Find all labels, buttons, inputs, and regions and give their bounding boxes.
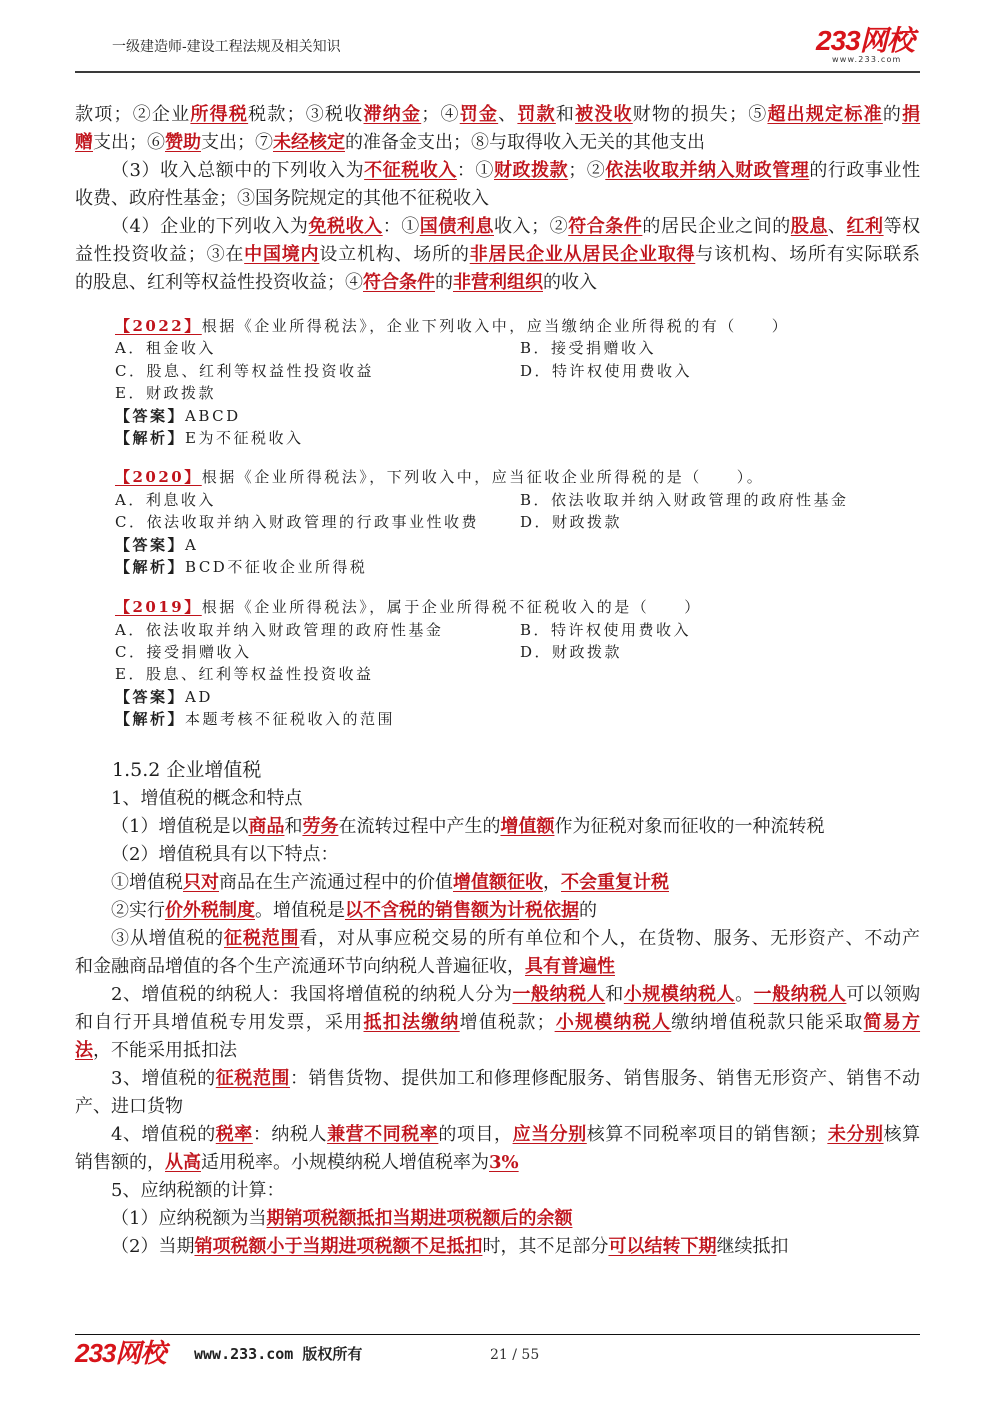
option-b: B．接受捐赠收入 bbox=[520, 339, 657, 358]
key-term: 简易方 bbox=[863, 1011, 921, 1033]
text-line bbox=[75, 1093, 920, 1121]
key-term: 3% bbox=[489, 1151, 519, 1173]
option-row bbox=[115, 360, 920, 382]
text-line bbox=[75, 241, 920, 269]
text-run: ③从增值税的 bbox=[111, 927, 224, 949]
text-run: （2）当期 bbox=[111, 1235, 195, 1257]
text-run: 的 bbox=[882, 104, 903, 125]
option-a: A．租金收入 bbox=[115, 339, 216, 358]
option-e: E．财政拨款 bbox=[115, 384, 216, 403]
key-term: 不征税收入 bbox=[364, 160, 457, 181]
key-term: 未分别 bbox=[827, 1123, 884, 1145]
question-year: 【2019】 bbox=[115, 598, 202, 617]
text-line bbox=[75, 897, 920, 925]
key-term: 捐 bbox=[902, 104, 921, 125]
text-run: （1）增值税是以 bbox=[111, 815, 249, 837]
key-term: 红利 bbox=[846, 216, 884, 237]
text-run: ：① bbox=[382, 216, 420, 237]
text-run: ，不能采用抵扣法 bbox=[93, 1039, 237, 1061]
option-d: D．财政拨款 bbox=[520, 513, 623, 532]
option-c: C．股息、红利等权益性投资收益 bbox=[115, 361, 374, 380]
key-term: 以不含税的销售额为计税依据 bbox=[345, 899, 579, 921]
text-line bbox=[75, 869, 920, 897]
text-run: 支出；⑥ bbox=[93, 132, 165, 153]
text-run: 3、增值税的 bbox=[111, 1067, 216, 1089]
answer-value: A bbox=[185, 535, 199, 554]
key-term: 被没收 bbox=[575, 104, 633, 125]
text-run: 4、增值税的 bbox=[111, 1123, 216, 1145]
text-run: 的居民企业之间的 bbox=[642, 216, 791, 237]
text-line bbox=[75, 1009, 920, 1037]
text-run: 的行政事业性 bbox=[809, 160, 921, 181]
footer-divider bbox=[75, 1334, 920, 1335]
text-run: 核算 bbox=[883, 1123, 921, 1145]
text-run: ， bbox=[543, 871, 561, 893]
key-term: 征税范围 bbox=[215, 1067, 290, 1089]
footer-copyright: www.233.com 版权所有 bbox=[194, 1345, 363, 1363]
key-term: 兼营不同税率 bbox=[327, 1123, 439, 1145]
key-term: 股息 bbox=[790, 216, 828, 237]
text-run: 。增值税是 bbox=[255, 899, 345, 921]
option-c: C．接受捐赠收入 bbox=[115, 643, 252, 662]
text-line bbox=[75, 1121, 920, 1149]
answer-label: 【答案】 bbox=[115, 535, 186, 554]
analysis-line bbox=[115, 708, 920, 730]
key-term: 免税收入 bbox=[308, 216, 383, 237]
option-d: D．财政拨款 bbox=[520, 643, 623, 662]
text-run: 适用税率。小规模纳税人增值税率为 bbox=[201, 1151, 489, 1173]
text-line bbox=[75, 1065, 920, 1093]
key-term: 国债利息 bbox=[419, 216, 494, 237]
text-run: 1、增值税的概念和特点 bbox=[111, 787, 303, 809]
question-year: 【2022】 bbox=[115, 317, 202, 335]
text-line bbox=[75, 813, 920, 841]
text-run: 2、增值税的纳税人：我国将增值税的纳税人分为 bbox=[111, 983, 513, 1005]
answer-label: 【答案】 bbox=[115, 687, 186, 706]
text-run: ：纳税人 bbox=[252, 1123, 328, 1145]
text-run: 的股息、红利等权益性投资收益；④ bbox=[75, 272, 363, 293]
text-run: 和自行开具增值税专用发票，采用 bbox=[75, 1011, 364, 1033]
option-row bbox=[115, 489, 920, 511]
key-term: 劳务 bbox=[302, 815, 339, 837]
header-logo: 233网校 bbox=[816, 25, 914, 56]
key-term: 抵扣法缴纳 bbox=[363, 1011, 460, 1033]
key-term: 超出规定标准 bbox=[767, 104, 883, 125]
key-term: 应当分别 bbox=[512, 1123, 587, 1145]
text-run: 财物的损失；⑤ bbox=[632, 104, 768, 125]
text-run: 在流转过程中产生的 bbox=[338, 815, 501, 837]
key-term: 增值额 bbox=[500, 815, 555, 837]
text-run: （2）增值税具有以下特点： bbox=[111, 843, 339, 865]
key-term: 具有普遍性 bbox=[525, 955, 615, 977]
text-run: 款项；②企业 bbox=[75, 104, 191, 125]
question-stem bbox=[115, 466, 920, 488]
answer-line bbox=[115, 534, 920, 556]
header-divider bbox=[75, 71, 920, 73]
text-line bbox=[75, 269, 920, 297]
text-line bbox=[75, 841, 920, 869]
text-line bbox=[75, 185, 920, 213]
key-term: 增值额征收 bbox=[453, 871, 543, 893]
key-term: 非营利组织 bbox=[453, 272, 543, 293]
key-term: 非居民企业从居民企业取得 bbox=[469, 244, 696, 265]
key-term: 小规模纳税人 bbox=[554, 1011, 672, 1033]
text-run: 5、应纳税额的计算： bbox=[111, 1179, 285, 1201]
text-line bbox=[75, 1149, 920, 1177]
text-run: ；④ bbox=[421, 104, 460, 125]
text-run: 设立机构、场所的 bbox=[319, 244, 470, 265]
header-logo-url: www.233.com bbox=[832, 55, 902, 64]
answer-value: ABCD bbox=[185, 406, 241, 425]
section-paragraphs bbox=[75, 785, 920, 1261]
text-run: 作为征税对象而征收的一种流转税 bbox=[554, 815, 825, 837]
analysis-text: E为不征税收入 bbox=[185, 428, 304, 447]
text-run: 继续抵扣 bbox=[716, 1235, 789, 1257]
key-term: 可以结转下期 bbox=[608, 1235, 717, 1257]
text-run: 可以领购 bbox=[846, 983, 921, 1005]
header-title: 一级建造师-建设工程法规及相关知识 bbox=[112, 38, 341, 54]
text-run: 看，对从事应税交易的所有单位和个人，在货物、服务、无形资产、不动产 bbox=[299, 927, 921, 949]
exam-question-2019 bbox=[75, 596, 920, 730]
text-run: 收入；② bbox=[494, 216, 569, 237]
key-term: 一般纳税人 bbox=[753, 983, 847, 1005]
key-term: 税率 bbox=[215, 1123, 253, 1145]
text-run: 的项目， bbox=[438, 1123, 513, 1145]
text-run: 税款；③税收 bbox=[248, 104, 364, 125]
text-run: 和金融商品增值的各个生产流通环节向纳税人普遍征收， bbox=[75, 955, 525, 977]
text-line bbox=[75, 785, 920, 813]
text-run: 与该机构、场所有实际联系 bbox=[695, 244, 921, 265]
key-term: 未经核定 bbox=[273, 132, 345, 153]
key-term: 征税范围 bbox=[224, 927, 300, 949]
key-term: 财政拨款 bbox=[493, 160, 569, 181]
analysis-label: 【解析】 bbox=[115, 428, 186, 447]
text-run: 商品在生产流通过程中的价值 bbox=[219, 871, 453, 893]
question-stem bbox=[115, 596, 920, 618]
key-term: 小规模纳税人 bbox=[623, 983, 736, 1005]
text-line bbox=[75, 1205, 920, 1233]
section-heading: 1.5.2 企业增值税 bbox=[112, 758, 262, 781]
text-run: 增值税款； bbox=[459, 1011, 555, 1033]
text-run: 的 bbox=[435, 272, 453, 293]
text-run: 核算不同税率项目的销售额； bbox=[586, 1123, 828, 1145]
text-run: 和 bbox=[555, 104, 576, 125]
key-term: 价外税制度 bbox=[165, 899, 255, 921]
option-row bbox=[115, 641, 920, 663]
answer-line bbox=[115, 686, 920, 708]
key-term: 商品 bbox=[248, 815, 285, 837]
intro-paragraphs bbox=[75, 101, 920, 297]
option-c: C．依法收取并纳入财政管理的行政事业性收费 bbox=[115, 513, 479, 532]
text-run: 销售额的， bbox=[75, 1151, 165, 1173]
analysis-text: 本题考核不征税收入的范围 bbox=[185, 710, 396, 729]
key-term: 赞助 bbox=[165, 132, 201, 153]
text-run: 产、进口货物 bbox=[75, 1095, 183, 1117]
option-row bbox=[115, 511, 920, 533]
text-run: 的收入 bbox=[543, 272, 597, 293]
text-run: 的 bbox=[579, 899, 597, 921]
answer-label: 【答案】 bbox=[115, 406, 186, 425]
key-term: 滞纳金 bbox=[363, 104, 422, 125]
text-run: 时，其不足部分 bbox=[482, 1235, 609, 1257]
key-term: 销项税额小于当期进项税额不足抵扣 bbox=[194, 1235, 483, 1257]
text-run: 。 bbox=[735, 983, 754, 1005]
text-line bbox=[75, 213, 920, 241]
text-run: ②实行 bbox=[111, 899, 165, 921]
option-row bbox=[115, 337, 920, 359]
option-a: A．依法收取并纳入财政管理的政府性基金 bbox=[115, 620, 444, 639]
question-text: 根据《企业所得税法》，属于企业所得税不征税收入的是（ ） bbox=[201, 598, 702, 617]
analysis-label: 【解析】 bbox=[115, 557, 186, 576]
text-run: （4）企业的下列收入为 bbox=[111, 216, 309, 237]
text-run: 益性投资收益；③在 bbox=[75, 244, 245, 265]
exam-question-2020 bbox=[75, 466, 920, 578]
text-run: 等权 bbox=[883, 216, 921, 237]
text-run: 和 bbox=[284, 815, 303, 837]
text-run: ：① bbox=[456, 160, 494, 181]
question-stem bbox=[115, 315, 920, 337]
option-e: E．股息、红利等权益性投资收益 bbox=[115, 665, 374, 684]
text-run: 支出；⑦ bbox=[201, 132, 273, 153]
key-term: 符合条件 bbox=[568, 216, 643, 237]
text-run: ①增值税 bbox=[111, 871, 183, 893]
text-run: 和 bbox=[605, 983, 624, 1005]
option-row bbox=[115, 382, 920, 404]
exam-question-2022 bbox=[75, 315, 920, 449]
text-line bbox=[75, 981, 920, 1009]
question-year: 【2020】 bbox=[115, 468, 202, 487]
text-run: 、 bbox=[827, 216, 847, 237]
key-term: 罚金 bbox=[459, 104, 499, 125]
text-run: ；② bbox=[568, 160, 606, 181]
text-line bbox=[75, 953, 920, 981]
option-d: D．特许权使用费收入 bbox=[520, 361, 693, 380]
key-term: 只对 bbox=[183, 871, 219, 893]
text-run: （1）应纳税额为当 bbox=[111, 1207, 267, 1229]
text-run: 缴纳增值税款只能采取 bbox=[671, 1011, 864, 1033]
answer-value: AD bbox=[185, 687, 213, 706]
page-number: 21 / 55 bbox=[490, 1347, 540, 1363]
text-run: ：销售货物、提供加工和修理修配服务、销售服务、销售无形资产、销售不动 bbox=[289, 1067, 921, 1089]
key-term: 中国境内 bbox=[244, 244, 320, 265]
key-term: 依法收取并纳入财政管理 bbox=[605, 160, 810, 181]
text-line bbox=[75, 1177, 920, 1205]
option-a: A．利息收入 bbox=[115, 490, 216, 509]
text-run: （3）收入总额中的下列收入为 bbox=[111, 160, 365, 181]
question-text: 根据《企业所得税法》，下列收入中，应当征收企业所得税的是（ ）。 bbox=[201, 468, 765, 487]
text-run: 、 bbox=[498, 104, 518, 125]
option-row bbox=[115, 619, 920, 641]
key-term: 期销项税额抵扣当期进项税额后的余额 bbox=[266, 1207, 573, 1229]
text-run: 收费、政府性基金；③国务院规定的其他不征税收入 bbox=[75, 188, 489, 209]
text-run: 的准备金支出；⑧与取得收入无关的其他支出 bbox=[345, 132, 705, 153]
text-line bbox=[75, 129, 920, 157]
text-line bbox=[75, 925, 920, 953]
key-term: 罚款 bbox=[517, 104, 556, 125]
text-line bbox=[75, 157, 920, 185]
key-term: 赠 bbox=[75, 132, 93, 153]
analysis-line bbox=[115, 427, 920, 449]
key-term: 从高 bbox=[165, 1151, 201, 1173]
option-b: B．特许权使用费收入 bbox=[520, 620, 692, 639]
option-row bbox=[115, 663, 920, 685]
analysis-text: BCD不征收企业所得税 bbox=[185, 557, 368, 576]
answer-line bbox=[115, 405, 920, 427]
key-term: 不会重复计税 bbox=[561, 871, 669, 893]
key-term: 一般纳税人 bbox=[512, 983, 606, 1005]
text-line bbox=[75, 101, 920, 129]
analysis-label: 【解析】 bbox=[115, 710, 186, 729]
text-line bbox=[75, 1037, 920, 1065]
question-text: 根据《企业所得税法》，企业下列收入中，应当缴纳企业所得税的有（ ） bbox=[201, 317, 790, 335]
page-body bbox=[75, 101, 920, 1261]
analysis-line bbox=[115, 556, 920, 578]
key-term: 符合条件 bbox=[363, 272, 435, 293]
footer-logo: 233网校 bbox=[75, 1338, 166, 1368]
key-term: 法 bbox=[75, 1039, 93, 1061]
option-b: B．依法收取并纳入财政管理的政府性基金 bbox=[520, 490, 849, 509]
key-term: 所得税 bbox=[190, 104, 249, 125]
text-line bbox=[75, 1233, 920, 1261]
